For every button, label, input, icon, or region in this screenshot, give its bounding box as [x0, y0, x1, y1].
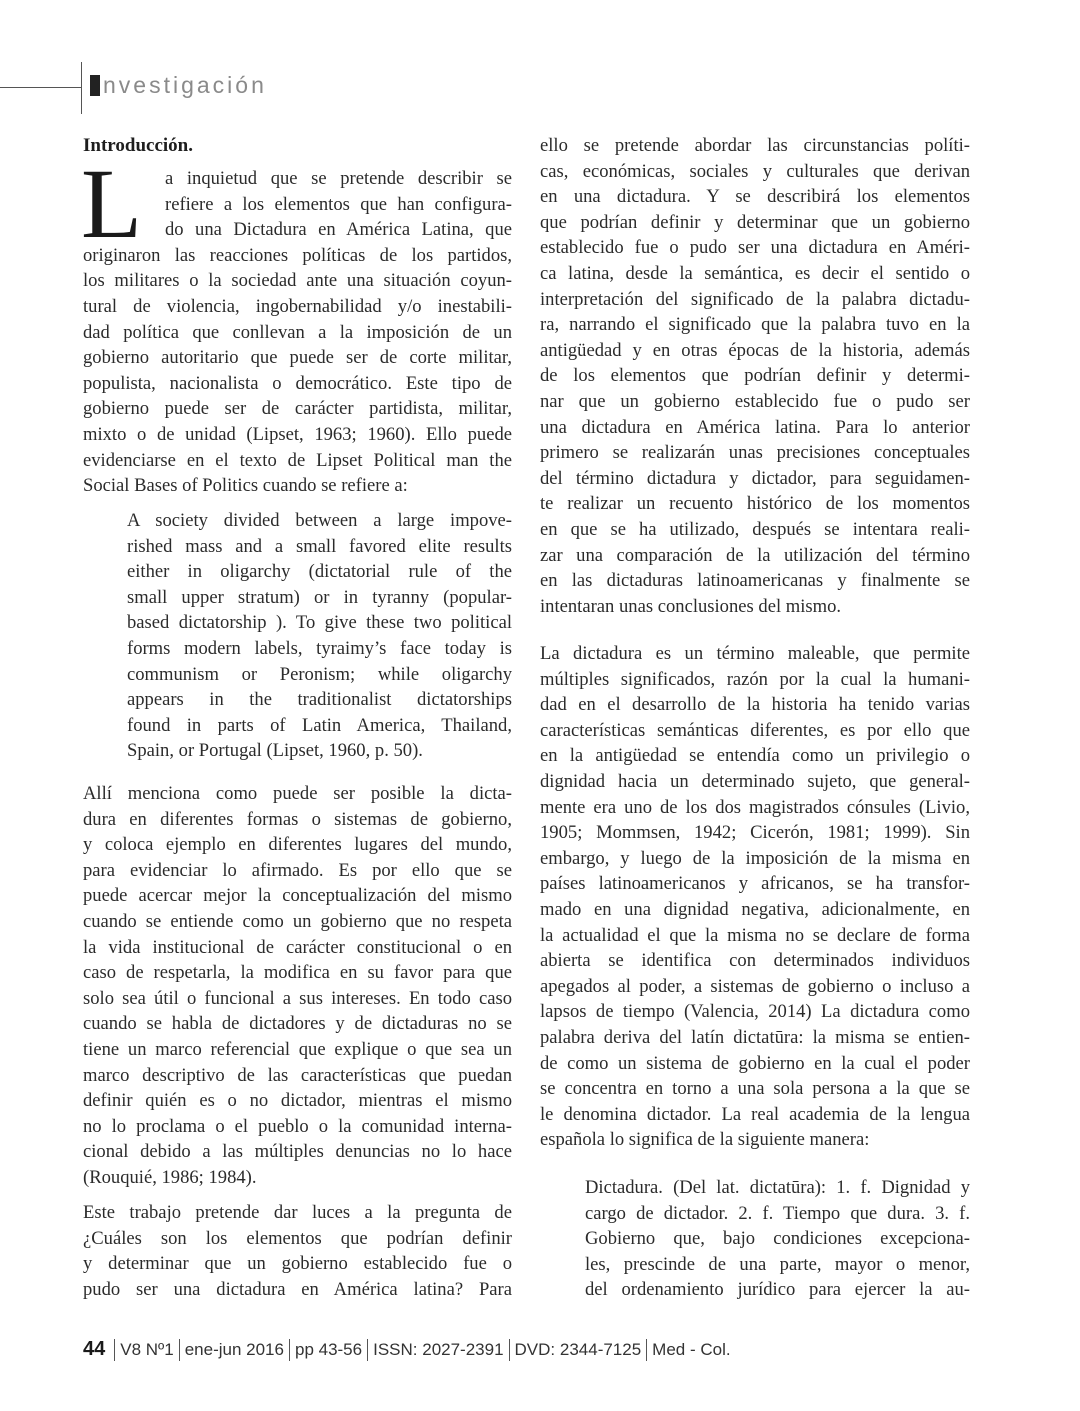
text-line: found in parts of Latin America, Thailand, — [127, 714, 512, 736]
text-line: definir quién es o no dictador, mientras el mismo — [83, 1090, 512, 1112]
text-line: cargo de dictador. 2. f. Tiempo que dura. 3. f. — [585, 1202, 970, 1224]
text-line: 1905; Mommsen, 1942; Cicerón, 1981; 1999). Sin — [540, 822, 970, 844]
footer-separator — [114, 1339, 115, 1361]
footer-dvd: DVD: 2344-7125 — [514, 1339, 642, 1359]
text-line: appears in the traditionalist dictatorships — [127, 689, 512, 711]
text-line: cuando se habla de dictadores y de dictaduras no se — [83, 1013, 512, 1035]
footer-separator — [367, 1339, 368, 1361]
text-line: primero se realizarán unas precisiones conceptuales — [540, 442, 970, 464]
text-line: zar una comparación de la utilización del término — [540, 544, 970, 566]
text-line: pudo ser una dictadura en América latina? Para — [83, 1278, 512, 1300]
text-line: nar que un gobierno establecido fue o pudo ser — [540, 390, 970, 412]
intro-paragraph — [81, 148, 512, 499]
text-line: no lo proclama o el pueblo o la comunidad interna- — [83, 1115, 512, 1137]
page-footer — [83, 1338, 731, 1361]
text-line: en una dictadura. Y se describirá los elementos — [540, 186, 970, 208]
text-line: dignidad hacia un determinado sujeto, que general- — [540, 770, 970, 792]
section-header — [90, 72, 267, 99]
text-line: dad en el desarrollo de la historia ha tenido varias — [540, 694, 970, 716]
text-line: para evidenciar lo afirmado. Es por ello que se — [83, 859, 512, 881]
text-line: múltiples significados, razón por la cual la humani- — [540, 668, 970, 690]
text-line: en las dictaduras latinoamericanas y finalmente se — [540, 570, 970, 592]
text-line: interpretación del significado de la palabra dictadu- — [540, 288, 970, 310]
paragraph-este-trabajo — [83, 1200, 512, 1302]
text-line: solo sea útil o funcional a sus intereses. En todo caso — [83, 987, 512, 1009]
text-line: y coloca ejemplo en diferentes lugares del mundo, — [83, 834, 512, 856]
text-line: La dictadura es un término maleable, que permite — [540, 643, 970, 664]
text-line: dad política que conllevan a la imposición de un — [83, 321, 512, 343]
text-line: A society divided between a large impove- — [127, 510, 512, 531]
section-title: nvestigación — [103, 72, 267, 98]
text-line: forms modern labels, tyraimy’s face today is — [127, 637, 512, 659]
text-line: los militares o la sociedad ante una situación coyun- — [83, 270, 512, 292]
text-line: marco descriptivo de las características que puedan — [83, 1064, 512, 1086]
text-line: small upper stratum) or in tyranny (popular- — [127, 586, 512, 608]
text-line: te realizar un recuento histórico de los momentos — [540, 493, 970, 515]
footer-separator — [646, 1339, 647, 1361]
drop-cap: L — [81, 148, 143, 259]
footer-separator — [509, 1339, 510, 1361]
text-line: dura en diferentes formas o sistemas de gobierno, — [83, 808, 512, 830]
text-line: intentaran unas conclusiones del mismo. — [540, 595, 842, 617]
text-line: based dictatorship ). To give these two political — [127, 612, 512, 634]
text-line: les, prescinde de una parte, mayor o menor, — [585, 1253, 970, 1275]
text-line: (Rouquié, 1986; 1984). — [83, 1166, 257, 1188]
text-line: do una Dictadura en América Latina, que — [165, 219, 512, 241]
footer-volume: V8 Nº1 — [120, 1339, 174, 1359]
text-line: del término dictadura y dictador, para seguidamen- — [540, 467, 970, 489]
text-line: abierta se identifica con determinados individuos — [540, 950, 970, 972]
text-line: mado en una dignidad negativa, adicionalmente, en — [540, 898, 970, 920]
header-rule-vertical — [81, 62, 82, 114]
footer-date: ene-jun 2016 — [184, 1339, 284, 1359]
footer-issn: ISSN: 2027-2391 — [373, 1339, 504, 1359]
text-line: mixto o de unidad (Lipset, 1963; 1960). Ello puede — [83, 423, 512, 445]
text-line: evidenciarse en el texto de Lipset Political man the — [83, 449, 512, 471]
text-line: de como un sistema de gobierno en la cual el poder — [540, 1052, 970, 1074]
text-line: refiere a los elementos que han configura- — [165, 193, 512, 215]
text-line: caso de respetarla, la modifica en su favor para que — [83, 962, 512, 984]
text-line: Spain, or Portugal (Lipset, 1960, p. 50). — [127, 740, 423, 762]
block-quote-rae — [585, 1175, 970, 1303]
text-line: Este trabajo pretende dar luces a la pregunta de — [83, 1202, 512, 1223]
page-number: 44 — [83, 1338, 106, 1360]
footer-separator — [179, 1339, 180, 1361]
text-line: either in oligarchy (dictatorial rule of the — [127, 561, 512, 583]
text-line: países latinoamericanos y africanos, se ha transfor- — [540, 873, 970, 895]
text-line: que podrían definir y determinar que un gobierno — [540, 211, 970, 233]
text-line: ca latina, desde la semántica, es decir el sentido o — [540, 262, 970, 284]
text-line: ¿Cuáles son los elementos que podrían definir — [83, 1227, 512, 1249]
text-line: la vida institucional de carácter constitucional o en — [83, 936, 512, 958]
text-line: lapsos de tiempo (Valencia, 2014) La dictadura como — [540, 1001, 970, 1023]
text-line: a inquietud que se pretende describir se — [165, 168, 512, 189]
text-line: tural de violencia, ingobernabilidad y/o inestabili- — [83, 295, 512, 317]
text-line: apegados al poder, a sistemas de gobierno o incluso a — [540, 975, 970, 997]
text-line: en la antigüedad se entendía como un privilegio o — [540, 745, 970, 767]
text-line: cional debido a las múltiples denuncias no lo hace — [83, 1141, 512, 1163]
text-line: gobierno puede ser de carácter partidista, militar, — [83, 398, 512, 420]
text-line: originaron las reacciones políticas de los partidos, — [83, 244, 512, 266]
text-line: communism or Peronism; while oligarchy — [127, 663, 512, 685]
text-line: se concentra en torno a una sola persona a la que se — [540, 1078, 970, 1100]
text-line: Allí menciona como puede ser posible la dicta- — [83, 783, 512, 804]
paragraph-alli-menciona — [83, 781, 512, 1191]
text-line: una dictadura en América latina. Para lo anterior — [540, 416, 970, 438]
paragraph-ello-se-pretende — [540, 133, 970, 619]
section-heading: Introducción. — [83, 135, 193, 156]
text-line: del ordenamiento jurídico para ejercer la au- — [585, 1279, 970, 1301]
text-line: la actualidad el que la misma no se declare de forma — [540, 924, 970, 946]
text-line: cuando se entiende como un gobierno que no respeta — [83, 910, 512, 932]
text-line: gobierno autoritario que puede ser de corte militar, — [83, 347, 512, 369]
text-line: en que se ha utilizado, después se intentara reali- — [540, 518, 970, 540]
text-line: embargo, y luego de la imposición de la misma en — [540, 847, 970, 869]
text-line: tiene un marco referencial que explique o que sea un — [83, 1038, 512, 1060]
footer-pages: pp 43-56 — [294, 1339, 363, 1359]
section-initial-box — [90, 75, 100, 96]
text-line: de los elementos que podrían definir y determi- — [540, 365, 970, 387]
block-quote-lipset — [127, 508, 512, 764]
text-line: Dictadura. (Del lat. dictatūra): 1. f. Dignidad y — [585, 1177, 970, 1198]
text-line: rished mass and a small favored elite results — [127, 535, 512, 557]
text-line: antigüedad y en otras épocas de la historia, además — [540, 339, 970, 361]
text-line: Gobierno que, bajo condiciones excepciona- — [585, 1228, 970, 1250]
footer-separator — [289, 1339, 290, 1361]
text-line: cas, económicas, sociales y culturales que derivan — [540, 160, 970, 182]
text-line: puede acercar mejor la conceptualización del mismo — [83, 885, 512, 907]
text-line: y determinar que un gobierno establecido fue o — [83, 1253, 512, 1275]
text-line: le denomina dictador. La real academia de la lengua — [540, 1103, 970, 1125]
paragraph-la-dictadura — [540, 641, 970, 1153]
text-line: establecido fue o pudo ser una dictadura en Améri- — [540, 237, 970, 259]
text-line: ello se pretende abordar las circunstancias políti- — [540, 135, 970, 156]
text-line: palabra deriva del latín dictatūra: la misma se entien- — [540, 1026, 970, 1048]
text-line: Social Bases of Politics cuando se refiere a: — [83, 475, 408, 497]
text-line: española lo significa de la siguiente manera: — [540, 1129, 870, 1151]
footer-location: Med - Col. — [652, 1339, 731, 1359]
header-rule-horizontal — [0, 87, 81, 88]
text-line: populista, nacionalista o democrático. Este tipo de — [83, 372, 512, 394]
text-line: ra, narrando el significado que la palabra tuvo en la — [540, 314, 970, 336]
text-line: mente era uno de los dos magistrados cónsules (Livio, — [540, 796, 970, 818]
text-line: características semánticas diferentes, es por ello que — [540, 719, 970, 741]
